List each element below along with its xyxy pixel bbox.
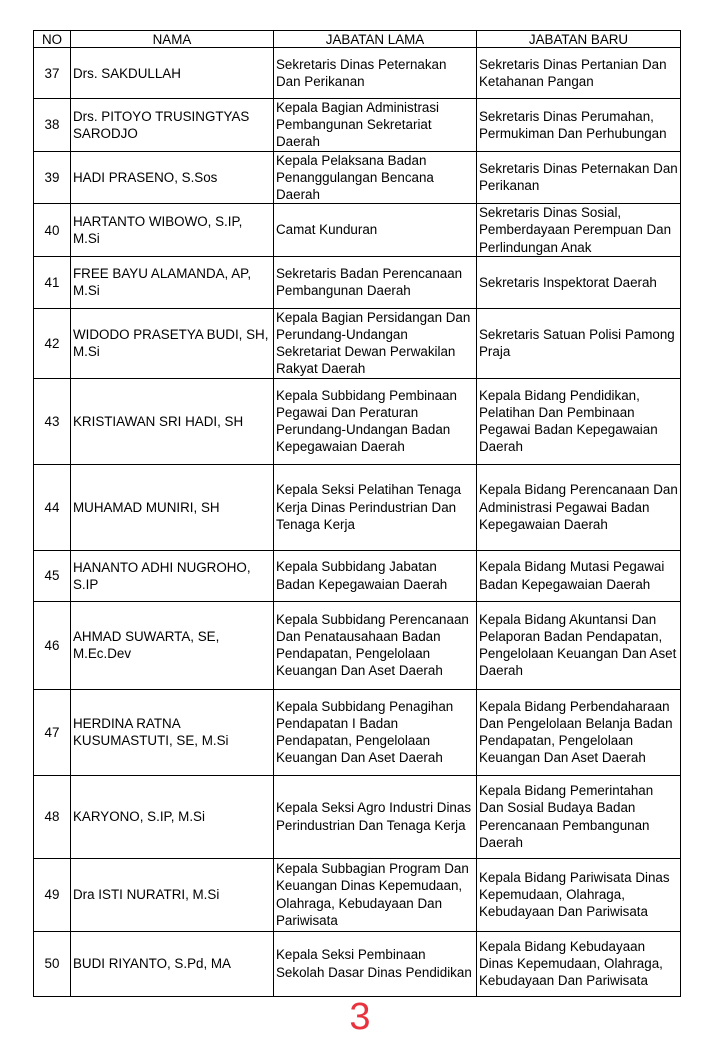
cell-jabatan-baru: Sekretaris Dinas Perumahan, Permukiman Dan Perhubungan [477, 99, 681, 152]
cell-jabatan-lama: Sekretaris Dinas Peternakan Dan Perikanan [274, 48, 477, 99]
table-row [34, 48, 681, 99]
table-row [34, 204, 681, 257]
cell-jabatan-lama: Kepala Pelaksana Badan Penanggulangan Bencana Daerah [274, 151, 477, 204]
table-row [34, 550, 681, 601]
table-row [34, 601, 681, 689]
cell-nama: KRISTIAWAN SRI HADI, SH [71, 378, 274, 464]
cell-jabatan-baru: Sekretaris Dinas Peternakan Dan Perikanan [477, 151, 681, 204]
cell-no: 38 [34, 99, 71, 152]
cell-jabatan-baru: Kepala Bidang Perencanaan Dan Administrasi Pegawai Badan Kepegawaian Daerah [477, 464, 681, 550]
table-row [34, 308, 681, 378]
cell-jabatan-baru: Sekretaris Satuan Polisi Pamong Praja [477, 308, 681, 378]
cell-nama: HERDINA RATNA KUSUMASTUTI, SE, M.Si [71, 689, 274, 775]
table-header-row [34, 31, 681, 48]
cell-nama: HARTANTO WIBOWO, S.IP, M.Si [71, 204, 274, 257]
cell-nama: WIDODO PRASETYA BUDI, SH, M.Si [71, 308, 274, 378]
cell-no: 49 [34, 858, 71, 931]
cell-no: 41 [34, 256, 71, 308]
cell-nama: Drs. PITOYO TRUSINGTYAS SARODJO [71, 99, 274, 152]
cell-jabatan-lama: Kepala Seksi Pembinaan Sekolah Dasar Dinas Pendidikan [274, 931, 477, 996]
table-row [34, 775, 681, 858]
cell-nama: Dra ISTI NURATRI, M.Si [71, 858, 274, 931]
table-row [34, 931, 681, 996]
cell-jabatan-lama: Camat Kunduran [274, 204, 477, 257]
cell-jabatan-baru: Kepala Bidang Pendidikan, Pelatihan Dan Pembinaan Pegawai Badan Kepegawaian Daerah [477, 378, 681, 464]
cell-no: 40 [34, 204, 71, 257]
cell-jabatan-lama: Kepala Subbidang Jabatan Badan Kepegawaian Daerah [274, 550, 477, 601]
cell-jabatan-baru: Kepala Bidang Pemerintahan Dan Sosial Budaya Badan Perencanaan Pembangunan Daerah [477, 775, 681, 858]
cell-no: 46 [34, 601, 71, 689]
mutation-table [33, 30, 681, 997]
cell-jabatan-lama: Kepala Bagian Persidangan Dan Perundang-Undangan Sekretariat Dewan Perwakilan Rakyat Daerah [274, 308, 477, 378]
cell-no: 43 [34, 378, 71, 464]
table-row [34, 378, 681, 464]
cell-jabatan-lama: Kepala Bagian Administrasi Pembangunan Sekretariat Daerah [274, 99, 477, 152]
cell-nama: HADI PRASENO, S.Sos [71, 151, 274, 204]
cell-nama: AHMAD SUWARTA, SE, M.Ec.Dev [71, 601, 274, 689]
header-jabatan-baru: JABATAN BARU [477, 31, 681, 48]
table-row [34, 256, 681, 308]
cell-jabatan-baru: Sekretaris Dinas Pertanian Dan Ketahanan Pangan [477, 48, 681, 99]
cell-nama: Drs. SAKDULLAH [71, 48, 274, 99]
header-no: NO [34, 31, 71, 48]
cell-jabatan-lama: Sekretaris Badan Perencanaan Pembangunan Daerah [274, 256, 477, 308]
cell-no: 42 [34, 308, 71, 378]
cell-no: 44 [34, 464, 71, 550]
cell-jabatan-lama: Kepala Seksi Pelatihan Tenaga Kerja Dinas Perindustrian Dan Tenaga Kerja [274, 464, 477, 550]
page-number: 3 [349, 996, 371, 1038]
cell-jabatan-baru: Sekretaris Dinas Sosial, Pemberdayaan Perempuan Dan Perlindungan Anak [477, 204, 681, 257]
cell-no: 45 [34, 550, 71, 601]
cell-no: 47 [34, 689, 71, 775]
cell-nama: HANANTO ADHI NUGROHO, S.IP [71, 550, 274, 601]
cell-jabatan-baru: Kepala Bidang Mutasi Pegawai Badan Kepegawaian Daerah [477, 550, 681, 601]
cell-jabatan-baru: Kepala Bidang Pariwisata Dinas Kepemudaan, Olahraga, Kebudayaan Dan Pariwisata [477, 858, 681, 931]
table-row [34, 689, 681, 775]
table-row [34, 858, 681, 931]
cell-jabatan-baru: Kepala Bidang Perbendaharaan Dan Pengelolaan Belanja Badan Pendapatan, Pengelolaan Keuangan Dan Aset Daerah [477, 689, 681, 775]
cell-jabatan-lama: Kepala Subbidang Pembinaan Pegawai Dan Peraturan Perundang-Undangan Badan Kepegawaian Daerah [274, 378, 477, 464]
cell-nama: KARYONO, S.IP, M.Si [71, 775, 274, 858]
cell-nama: FREE BAYU ALAMANDA, AP, M.Si [71, 256, 274, 308]
header-nama: NAMA [71, 31, 274, 48]
cell-no: 50 [34, 931, 71, 996]
cell-no: 48 [34, 775, 71, 858]
header-jabatan-lama: JABATAN LAMA [274, 31, 477, 48]
cell-jabatan-lama: Kepala Seksi Agro Industri Dinas Perindustrian Dan Tenaga Kerja [274, 775, 477, 858]
cell-jabatan-baru: Kepala Bidang Kebudayaan Dinas Kepemudaan, Olahraga, Kebudayaan Dan Pariwisata [477, 931, 681, 996]
cell-nama: MUHAMAD MUNIRI, SH [71, 464, 274, 550]
cell-jabatan-lama: Kepala Subbagian Program Dan Keuangan Dinas Kepemudaan, Olahraga, Kebudayaan Dan Pariwisata [274, 858, 477, 931]
cell-jabatan-lama: Kepala Subbidang Penagihan Pendapatan I Badan Pendapatan, Pengelolaan Keuangan Dan Aset Daerah [274, 689, 477, 775]
cell-jabatan-baru: Sekretaris Inspektorat Daerah [477, 256, 681, 308]
cell-jabatan-baru: Kepala Bidang Akuntansi Dan Pelaporan Badan Pendapatan, Pengelolaan Keuangan Dan Aset Daerah [477, 601, 681, 689]
table-row [34, 99, 681, 152]
cell-nama: BUDI RIYANTO, S.Pd, MA [71, 931, 274, 996]
cell-no: 37 [34, 48, 71, 99]
table-row [34, 151, 681, 204]
cell-jabatan-lama: Kepala Subbidang Perencanaan Dan Penatausahaan Badan Pendapatan, Pengelolaan Keuangan Dan Aset Daerah [274, 601, 477, 689]
cell-no: 39 [34, 151, 71, 204]
table-row [34, 464, 681, 550]
